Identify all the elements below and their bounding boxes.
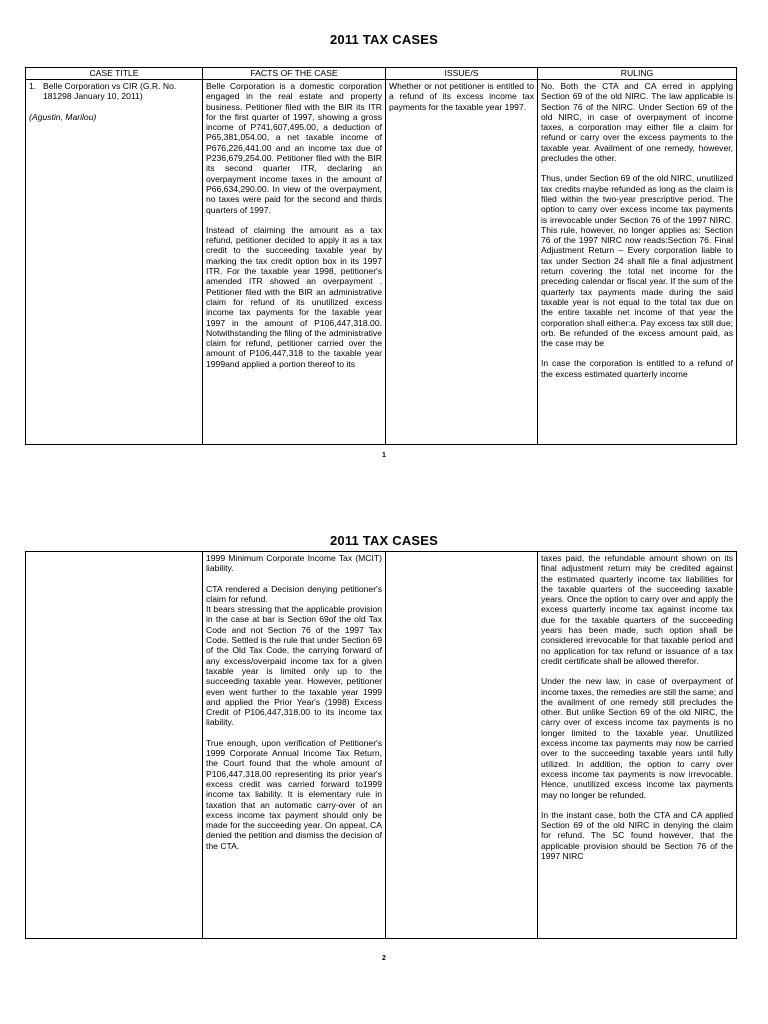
- ruling-paragraph: Under the new law, in case of overpayment of income taxes, the remedies are still the same; and the availment of one remedy still precludes the other. But unlike Section 69 of the old NIRC, the carry over of excess income tax payments is no longer limited to the taxable year. Unutilized excess income tax payments may now be carried over to the succeeding taxable years until fully utilized. In addition, the option to carry over excess income tax payments is now irrevocable. Hence, unutilized excess income tax payments may no longer be refunded.: [541, 676, 733, 800]
- issue-cell: [386, 552, 538, 939]
- facts-cell: [203, 80, 386, 445]
- table-row: [26, 552, 737, 939]
- facts-cell: [203, 552, 386, 939]
- header-ruling: RULING: [538, 68, 737, 80]
- ruling-paragraph: In the instant case, both the CTA and CA applied Section 69 of the old NIRC in denying the claim for refund. The SC found however, that the applicable provision should be Section 76 of the 1997 NIRC: [541, 809, 733, 862]
- ruling-paragraph: Thus, under Section 69 of the old NIRC, unutilized tax credits maybe refunded as long as the claim is filed within the two-year prescriptive period. The option to carry over excess income tax payments is irrevocable under Section 76 of the 1997 NIRC. This rule, however, no longer applies as: Section 76 of the 1997 NIRC now reads:Section 76. Final Adjustment Return – Every corporation liable to tax under Section 24 shall file a final adjustment return covering the total net income for the preceding calendar or fiscal year. If the sum of the quarterly tax payments made during the said taxable year is not equal to the total tax due on the entire taxable net income of that year the corporation shall either:a. Pay excess tax still due; orb. Be refunded of the excess amount paid, as the case may be: [541, 173, 733, 349]
- facts-paragraph: CTA rendered a Decision denying petitioner's claim for refund. It bears stressing that the applicable provision in the case at bar is Section 69of the old Tax Code and not Section 76 of the 1997 Tax Code. Settled is the rule that under Section 69 of the Old Tax Code, the carrying forward of any excess/overpaid income tax for a given taxable year is limited only up to the succeeding taxable year. However, petitioner even went further to the taxable year 1999 and applied the Prior Year's (1998) Excess Credit of P106,447,318.00 to its income tax liability.: [206, 583, 382, 728]
- cases-table-continued: [25, 551, 737, 939]
- page-number: 1: [382, 452, 386, 459]
- case-authors: (Agustin, Marilou): [29, 111, 97, 122]
- issue-cell: [386, 80, 538, 445]
- ruling-cell: [538, 80, 737, 445]
- header-facts: FACTS OF THE CASE: [203, 68, 386, 80]
- page-2: [0, 525, 768, 1024]
- ruling-paragraph: taxes paid, the refundable amount shown on its final adjustment return may be credited against the estimated quarterly income tax liabilities for the taxable quarters of the succeeding taxable years. Once the option to carry over and apply the excess quarterly income tax against income tax due for the taxable quarters of the succeeding years has been made, such option shall be considered irrevocable for that taxable period and no application for tax refund or issuance of a tax credit certificate shall be allowed therefor.: [541, 553, 733, 666]
- table-row: [26, 80, 737, 445]
- case-title: Belle Corporation vs CIR (G.R. No. 181298 January 10, 2011): [43, 81, 177, 102]
- header-case-title: CASE TITLE: [26, 68, 203, 80]
- facts-paragraph: 1999 Minimum Corporate Income Tax (MCIT) liability.: [206, 553, 382, 574]
- header-issues: ISSUE/S: [386, 68, 538, 80]
- issue-text: Whether or not petitioner is entitled to a refund of its excess income tax payments for the taxable year 1997.: [389, 81, 534, 112]
- case-title-cell: [26, 552, 203, 939]
- document-title: 2011 TAX CASES: [329, 533, 439, 548]
- page-number: 2: [382, 955, 386, 962]
- cases-table: [25, 67, 737, 445]
- table-header-row: [26, 68, 737, 80]
- ruling-cell: [538, 552, 737, 939]
- ruling-paragraph: In case the corporation is entitled to a refund of the excess estimated quarterly income: [541, 358, 733, 379]
- case-number: 1.: [29, 81, 37, 91]
- facts-paragraph: Belle Corporation is a domestic corporation engaged in the real estate and property business. Petitioner filed with the BIR its ITR for the first quarter of 1997, showing a gross income of P741,607,495.00, a deduction of P65,381,054.00, a net taxable income of P676,226,441.00 and an income tax due of P236,679,254.00. Petitioner filed with the BIR its second quarter ITR, declaring an overpayment income taxes in the amount of P66,634,290.00. In view of the overpayment, no taxes were paid for the second and thirds quarters of 1997.: [206, 81, 382, 215]
- facts-paragraph: True enough, upon verification of Petitioner's 1999 Corporate Annual Income Tax Return, the Court found that the whole amount of P106,447,318.00 representing its prior year's excess credit was carried forward to1999 income tax liability. It is elementary rule in taxation that an automatic carry-over of an excess income tax payment should only be made for the succeeding year. On appeal, CA denied the petition and dismiss the decision of the CTA.: [206, 737, 382, 851]
- case-title-cell: [26, 80, 203, 445]
- document-title: 2011 TAX CASES: [329, 32, 439, 47]
- page-1: [0, 0, 768, 470]
- ruling-paragraph: No. Both the CTA and CA erred in applying Section 69 of the old NIRC. The law applicable is Section 76 of the NIRC. Under Section 69 of the old NIRC, in case of overpayment of income taxes, a corporation may either file a claim for refund or carry over the excess payments to the taxable year. Availment of one remedy, however, precludes the other.: [541, 81, 733, 164]
- facts-paragraph: Instead of claiming the amount as a tax refund, petitioner decided to apply it as a tax credit to the succeeding taxable year by marking the tax credit option box in its 1997 ITR. For the taxable year 1998, petitioner's amended ITR showed an overpayment . Petitioner filed with the BIR an administrative claim for refund of its unutilized excess income tax payments for the taxable year 1997 in the amount of P106,447,318.00. Notwithstanding the filing of the administrative claim for refund, petitioner carried over the amount of P106,447,318 to the taxable year 1999and applied a portion thereof to its: [206, 224, 382, 369]
